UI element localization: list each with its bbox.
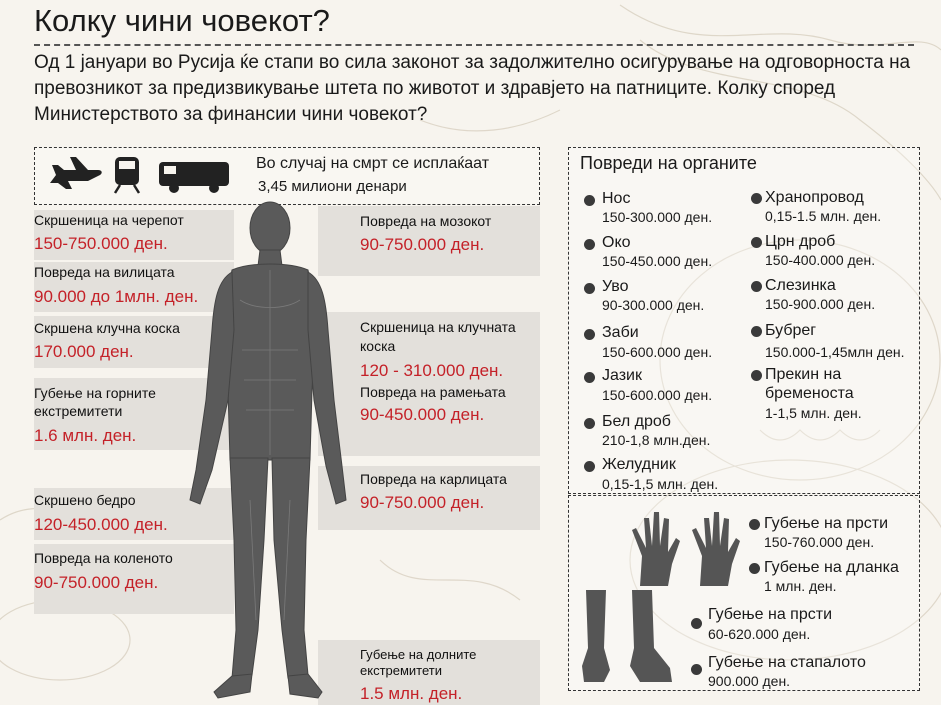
organ-name-cont: бременоста bbox=[765, 385, 854, 402]
organ-value: 1-1,5 млн. ден. bbox=[765, 405, 862, 421]
limb-value: 900.000 ден. bbox=[708, 673, 791, 689]
death-payout-amount: 3,45 милиони денари bbox=[258, 178, 407, 195]
organ-name: Око bbox=[602, 234, 631, 251]
bullet-icon bbox=[584, 195, 595, 206]
organ-name: Бубрег bbox=[765, 322, 817, 339]
hands-icon bbox=[630, 508, 742, 588]
organ-name: Бел дроб bbox=[602, 413, 671, 430]
organ-value: 0,15-1,5 млн. ден. bbox=[602, 476, 719, 492]
bullet-icon bbox=[751, 281, 762, 292]
organ-name: Уво bbox=[602, 278, 629, 295]
bullet-icon bbox=[584, 461, 595, 472]
death-payout-text: Во случај на смрт се исплаќаат bbox=[256, 155, 490, 172]
injury-label: Скршеница на черепот bbox=[34, 212, 184, 228]
limb-name: Губење на дланка bbox=[764, 559, 899, 576]
airplane-icon bbox=[48, 153, 104, 197]
injury-label: Повреда на мозокот bbox=[360, 213, 492, 229]
organ-value: 210-1,8 млн.ден. bbox=[602, 432, 711, 448]
bullet-icon bbox=[691, 664, 702, 675]
limb-name: Губење на стапалото bbox=[708, 654, 866, 671]
organ-value: 150-400.000 ден. bbox=[765, 252, 876, 268]
bullet-icon bbox=[749, 519, 760, 530]
organ-name: Заби bbox=[602, 324, 639, 341]
page-title: Колку чини човекот? bbox=[34, 3, 330, 38]
organ-value: 150-900.000 ден. bbox=[765, 296, 876, 312]
bullet-icon bbox=[751, 193, 762, 204]
organ-value: 150-600.000 ден. bbox=[602, 387, 713, 403]
organ-value: 0,15-1.5 млн. ден. bbox=[765, 208, 882, 224]
injury-label: Скршено бедро bbox=[34, 492, 136, 508]
injury-value: 90-750.000 ден. bbox=[360, 235, 485, 254]
injury-label: Скршеница на клучната bbox=[360, 319, 516, 335]
bullet-icon bbox=[584, 239, 595, 250]
organ-value: 150.000-1,45млн ден. bbox=[765, 344, 905, 360]
limb-value: 60-620.000 ден. bbox=[708, 626, 811, 642]
bullet-icon bbox=[751, 370, 762, 381]
bus-icon bbox=[158, 160, 230, 194]
train-icon bbox=[112, 155, 142, 195]
organ-name: Црн дроб bbox=[765, 233, 836, 250]
limbs-divider bbox=[568, 495, 918, 496]
injury-label: Губење на долните bbox=[360, 647, 477, 662]
bullet-icon bbox=[584, 372, 595, 383]
organ-value: 90-300.000 ден. bbox=[602, 297, 705, 313]
injury-label: Повреда на вилицата bbox=[34, 264, 175, 280]
title-divider bbox=[34, 44, 914, 46]
injury-label-cont: коска bbox=[360, 338, 396, 354]
limb-name: Губење на прсти bbox=[764, 515, 889, 532]
bullet-icon bbox=[751, 237, 762, 248]
injury-value: 90-750.000 ден. bbox=[34, 573, 159, 592]
bullet-icon bbox=[691, 618, 702, 629]
injury-value: 90-450.000 ден. bbox=[360, 405, 485, 424]
organ-name: Прекин на bbox=[765, 366, 842, 383]
organ-value: 150-600.000 ден. bbox=[602, 344, 713, 360]
organs-heading: Повреди на органите bbox=[580, 153, 757, 173]
limb-value: 1 млн. ден. bbox=[764, 578, 837, 594]
organ-name: Нос bbox=[602, 190, 631, 207]
organ-name: Хранопровод bbox=[765, 189, 864, 206]
organ-value: 150-450.000 ден. bbox=[602, 253, 713, 269]
organ-name: Слезинка bbox=[765, 277, 836, 294]
injury-value: 150-750.000 ден. bbox=[34, 234, 168, 253]
injury-label: Повреда на коленото bbox=[34, 550, 173, 566]
bullet-icon bbox=[751, 326, 762, 337]
bullet-icon bbox=[584, 283, 595, 294]
injury-label: Губење на горните bbox=[34, 385, 156, 401]
injury-label-cont: екстремитети bbox=[360, 663, 442, 678]
organ-name: Јазик bbox=[602, 367, 642, 384]
organ-value: 150-300.000 ден. bbox=[602, 209, 713, 225]
human-body-figure bbox=[170, 200, 350, 705]
injury-value: 120-450.000 ден. bbox=[34, 515, 168, 534]
bullet-icon bbox=[584, 418, 595, 429]
injury-label: Повреда на карлицата bbox=[360, 471, 507, 487]
bullet-icon bbox=[749, 563, 760, 574]
page-subtitle: Од 1 јануари во Русија ќе стапи во сила законот за задолжително осигурување на одговорноста на превозникот за предизвикување штета по животот и здравјето на патниците. Колку според Министерството за финансии чини човекот? bbox=[34, 52, 911, 125]
injury-label: Повреда на рамењата bbox=[360, 384, 506, 400]
feet-icon bbox=[580, 588, 684, 684]
injury-label-cont: екстремитети bbox=[34, 403, 123, 419]
injury-value: 90.000 до 1млн. ден. bbox=[34, 287, 199, 306]
injury-value: 1.5 млн. ден. bbox=[360, 684, 463, 703]
bullet-icon bbox=[584, 329, 595, 340]
injury-label: Скршена клучна коска bbox=[34, 320, 180, 336]
limb-name: Губење на прсти bbox=[708, 606, 833, 623]
limb-value: 150-760.000 ден. bbox=[764, 534, 875, 550]
injury-value: 1.6 млн. ден. bbox=[34, 426, 137, 445]
organ-name: Желудник bbox=[602, 456, 676, 473]
injury-value: 90-750.000 ден. bbox=[360, 493, 485, 512]
injury-value: 170.000 ден. bbox=[34, 342, 134, 361]
injury-value: 120 - 310.000 ден. bbox=[360, 361, 504, 380]
